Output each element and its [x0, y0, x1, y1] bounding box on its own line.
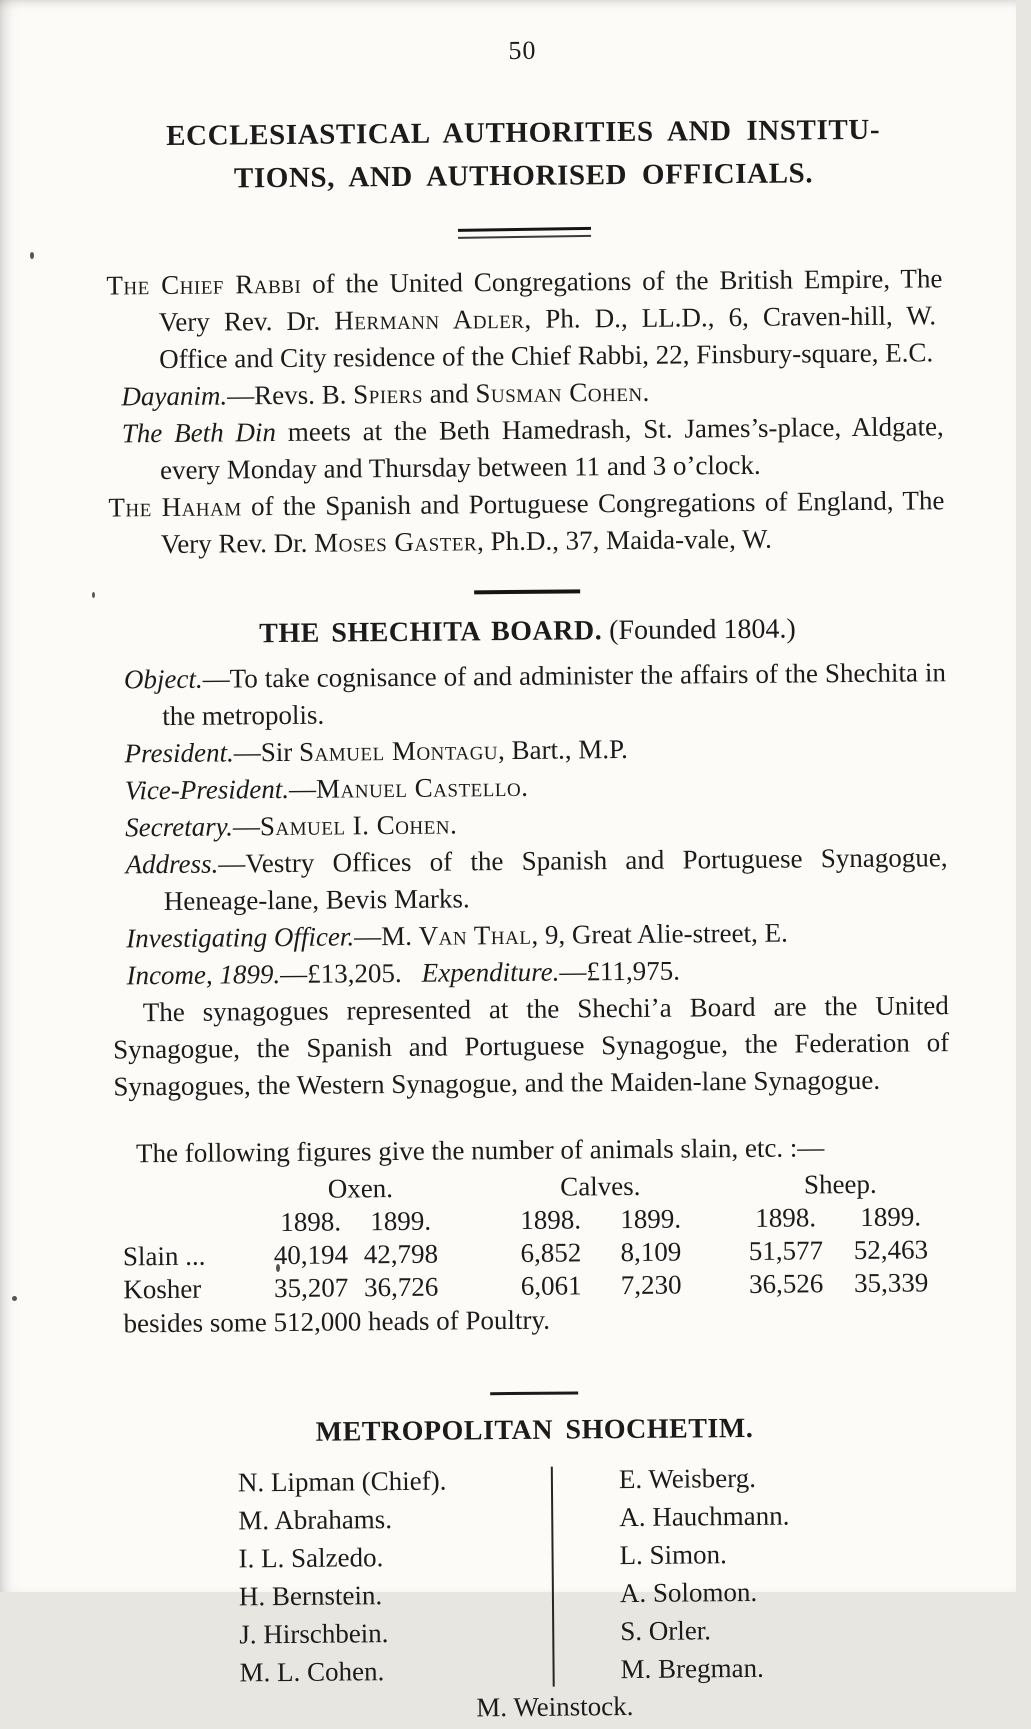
address-entry — [125, 839, 948, 920]
chief-rabbi-entry — [106, 260, 943, 378]
table-intro: The following figures give the number of animals slain, etc. :— — [135, 1132, 825, 1169]
group-header-oxen: Oxen. — [327, 1173, 394, 1204]
vice-president-label: Vice-President. — [124, 773, 290, 806]
chief-rabbi-text: of the United Congregations of the British Empire, The Very Rev. Dr. — [158, 263, 943, 338]
cell-value: 40,194 — [273, 1239, 349, 1271]
income-label: Income, 1899. — [126, 959, 281, 991]
cell-value: 36,726 — [363, 1271, 439, 1303]
synagogues-paragraph: The synagogues represented at the Shechi’a Board are the United Synagogue, the Spanish and Portuguese Synagogue, the Federation of Synagogues, the Western Synagogue, and the Maiden-lane Synagogue. — [113, 990, 950, 1102]
secretary-name: Samuel I. Cohen — [259, 809, 451, 842]
section-divider — [490, 1391, 578, 1395]
year-header: 1899. — [860, 1201, 922, 1232]
double-rule-divider — [457, 227, 590, 238]
shechita-board-details — [110, 654, 950, 1105]
president-text: , Bart., M.P. — [497, 733, 628, 766]
haham-text: , Ph.D., 37, Maida-vale, W. — [476, 523, 772, 557]
year-header: 1899. — [370, 1205, 432, 1237]
year-header: 1898. — [280, 1206, 342, 1238]
group-header-calves: Calves. — [560, 1170, 641, 1202]
chief-rabbi-lead: The Chief Rabbi — [106, 268, 302, 301]
shochetim-right-column — [553, 1459, 791, 1689]
shechita-board-name: THE SHECHITA BOARD. — [259, 615, 603, 650]
shochet-name: S. Orler. — [620, 1615, 712, 1647]
shochetim-left-column — [117, 1461, 553, 1693]
rule-line — [458, 235, 591, 239]
cell-value: 51,577 — [748, 1235, 824, 1266]
expenditure-value: —£11,975. — [559, 955, 681, 987]
shochetim-list — [117, 1457, 955, 1692]
address-text: —Vestry Offices of the Spanish and Portuguese Synagogue, Heneage-lane, Bevis Marks. — [163, 842, 948, 917]
year-header: 1898. — [755, 1202, 817, 1233]
officials-section — [106, 260, 945, 563]
shochet-name: E. Weisberg. — [618, 1462, 757, 1495]
row-label: Kosher — [123, 1273, 202, 1305]
cell-value: 6,061 — [520, 1270, 582, 1301]
group-header-sheep: Sheep. — [803, 1168, 877, 1200]
page-title-line1: ECCLESIASTICAL AUTHORITIES AND INSTITU- — [166, 113, 881, 152]
investigating-officer-text: , 9, Great Alie-street, E. — [531, 917, 788, 950]
investigating-officer-name: Van Thal — [418, 919, 532, 951]
shochet-name: J. Hirschbein. — [239, 1618, 389, 1650]
object-label: Object. — [123, 663, 203, 695]
haham-name: Moses Gaster — [314, 526, 478, 558]
year-header: 1898. — [520, 1204, 582, 1235]
president-name: Samuel Montagu — [298, 735, 499, 767]
shechita-board-title — [109, 610, 945, 653]
shechita-board-founded: (Founded 1804.) — [609, 613, 796, 647]
shochetim-title: METROPOLITAN SHOCHETIM. — [315, 1412, 754, 1448]
year-header: 1899. — [620, 1203, 682, 1235]
shochet-name: A. Solomon. — [619, 1576, 758, 1609]
row-label: Slain ... — [122, 1240, 206, 1272]
beth-din-entry — [122, 408, 945, 489]
cell-value: 35,339 — [853, 1267, 929, 1299]
haham-text: of the Spanish and Portuguese Congregations of England, The Very Rev. Dr. — [160, 485, 945, 560]
shochet-name: N. Lipman (Chief). — [237, 1465, 447, 1498]
object-entry — [124, 654, 947, 735]
dayanim-text: . — [642, 376, 650, 407]
object-text: —To take cognisance of and administer the affairs of the Shechita in the metropolis. — [162, 657, 947, 732]
cell-value: 52,463 — [853, 1234, 929, 1266]
vice-president-name: Manuel Castello — [315, 771, 522, 804]
section-divider — [474, 589, 580, 594]
beth-din-text: meets at the Beth Hamedrash, St. James’s-place, Aldgate, every Monday and Thursday between 11 and 3 o’clock. — [159, 411, 944, 486]
dayanim-text: —Revs. B. — [227, 379, 354, 411]
cell-value: 36,526 — [748, 1268, 824, 1299]
cell-value: 42,798 — [363, 1238, 439, 1270]
shochet-name: M. Abrahams. — [238, 1504, 393, 1536]
dayanim-name: Susman Cohen — [475, 376, 643, 409]
cell-value: 6,852 — [520, 1237, 582, 1268]
president-label: President. — [124, 737, 234, 769]
haham-entry — [108, 482, 945, 563]
shochet-name: L. Simon. — [619, 1539, 727, 1571]
investigating-officer-label: Investigating Officer. — [126, 921, 355, 954]
shochet-name: M. Bregman. — [620, 1652, 764, 1685]
shochet-name-centered: M. Weinstock. — [476, 1690, 634, 1723]
cell-value: 35,207 — [273, 1272, 349, 1304]
beth-din-label: The Beth Din — [121, 417, 277, 449]
cell-value: 7,230 — [620, 1269, 682, 1301]
secretary-label: Secretary. — [125, 811, 234, 843]
table-footnote: besides some 512,000 heads of Poultry. — [123, 1304, 551, 1339]
address-label: Address. — [125, 848, 219, 880]
chief-rabbi-text: , Ph. D., LL.D., 6, Craven-hill, W. Office and City residence of the Chief Rabbi, 22, Finsbury-square, E.C. — [158, 300, 943, 375]
income-value: —£13,205. — [280, 957, 402, 990]
president-text: —Sir — [233, 736, 300, 768]
chief-rabbi-name: Hermann Adler — [334, 303, 525, 336]
dayanim-text: and — [422, 378, 476, 409]
animals-slain-table — [122, 1167, 951, 1341]
rule-line — [457, 227, 590, 232]
shochet-name: I. L. Salzedo. — [238, 1542, 384, 1574]
shochet-name: H. Bernstein. — [238, 1580, 383, 1612]
haham-lead: The Haham — [108, 491, 242, 523]
page-number: 50 — [508, 35, 537, 65]
expenditure-label: Expenditure. — [421, 956, 560, 988]
page-title-line2: TIONS, AND AUTHORISED OFFICIALS. — [233, 157, 814, 195]
secretary-text: . — [449, 809, 457, 840]
investigating-officer-text: —M. — [354, 920, 419, 952]
vice-president-text: . — [521, 771, 529, 802]
dayanim-name: Spiers — [353, 378, 424, 410]
dayanim-label: Dayanim. — [121, 380, 228, 412]
shochet-name: M. L. Cohen. — [239, 1656, 385, 1688]
page-title — [105, 108, 942, 201]
vice-president-text: — — [288, 773, 317, 804]
empty-cell — [123, 1206, 271, 1240]
cell-value: 8,109 — [620, 1236, 682, 1268]
shochet-name: A. Hauchmann. — [619, 1500, 790, 1533]
secretary-text: — — [232, 811, 261, 842]
